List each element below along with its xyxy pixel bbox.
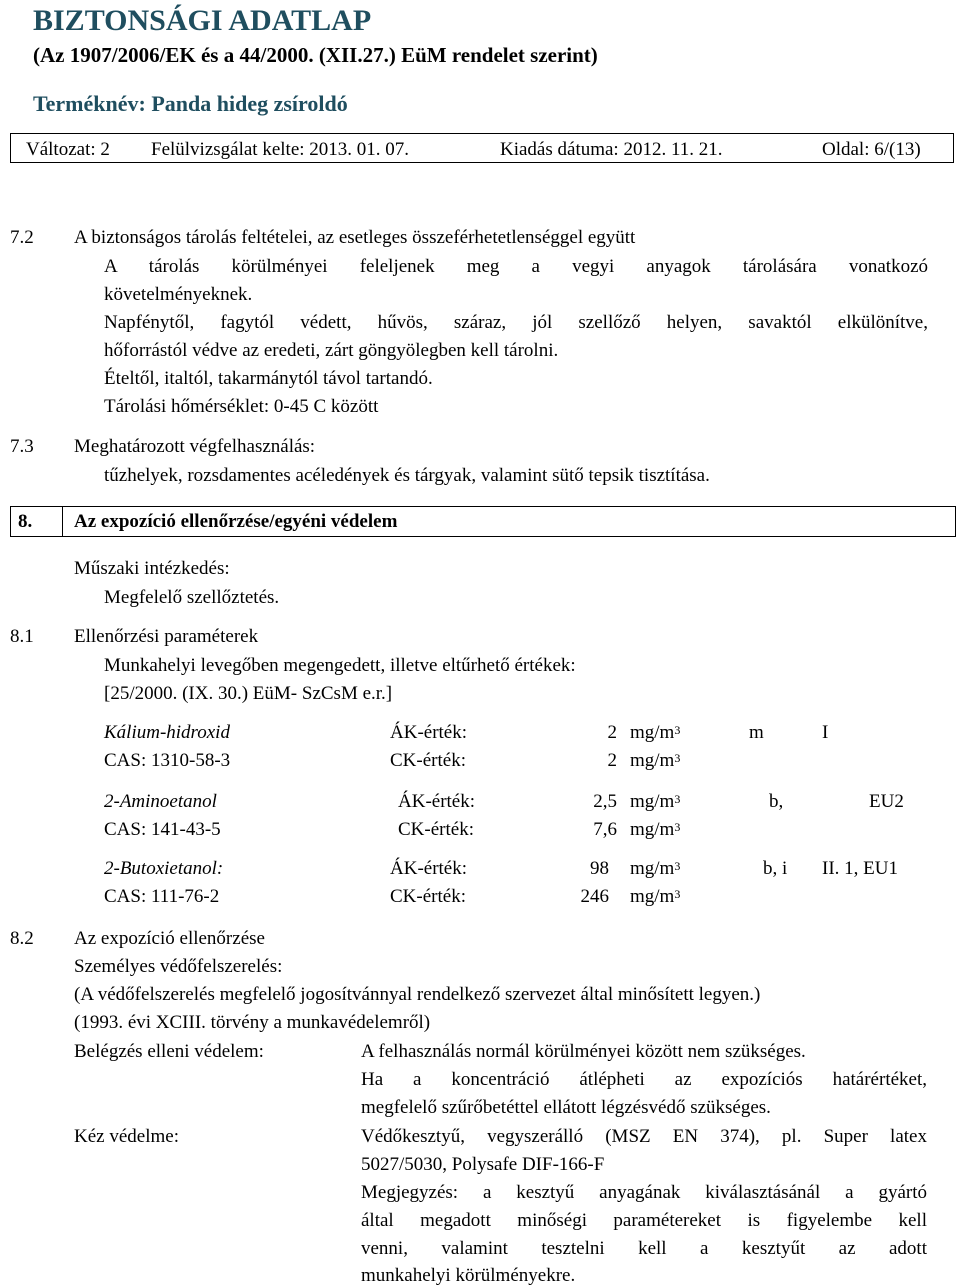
hand-protection-label: Kéz védelme: <box>74 1126 179 1147</box>
ak-value: 2 <box>607 722 617 743</box>
unit: $mg/m^3$ <box>630 791 681 812</box>
limits-intro: Munkahelyi levegőben megengedett, illetve eltűrhető értékek: <box>104 655 576 676</box>
end-use-text: tűzhelyek, rozsdamentes acéledények és tárgyak, valamint sütő tepsik tisztítása. <box>104 465 710 486</box>
ak-label: ÁK-érték: <box>398 791 476 812</box>
ak-value: 98 <box>590 858 609 879</box>
ak-value: 2,5 <box>593 791 617 812</box>
substance-name: 2-Aminoetanol <box>104 791 217 812</box>
respiratory-label: Belégzés elleni védelem: <box>74 1041 264 1062</box>
hand-protection-text: munkahelyi körülményekre. <box>361 1265 576 1286</box>
page-number: Oldal: 6/(13) <box>822 139 921 160</box>
storage-temperature: Tárolási hőmérséklet: 0-45 C között <box>104 396 379 417</box>
hand-protection-text: Védőkesztyű, vegyszerálló (MSZ EN 374), pl. Super latex <box>361 1126 927 1147</box>
ck-value: 246 <box>580 886 609 907</box>
storage-text: Ételtől, italtól, takarmánytól távol tartandó. <box>104 368 433 389</box>
cas-number: CAS: 1310-58-3 <box>104 750 231 771</box>
section-number: 7.3 <box>10 436 34 457</box>
note-code: b, i <box>763 858 788 879</box>
note-code: b, <box>769 791 784 812</box>
document-title: BIZTONSÁGI ADATLAP <box>33 4 372 37</box>
ck-label: CK-érték: <box>390 750 466 771</box>
hand-protection-text: Megjegyzés: a kesztyű anyagának kiválasztásánál a gyártó <box>361 1182 927 1203</box>
version: Változat: 2 <box>26 139 110 160</box>
issue-date: Kiadás dátuma: 2012. 11. 21. <box>500 139 723 160</box>
section-heading: Az expozíció ellenőrzése/egyéni védelem <box>74 511 398 532</box>
substance-name: 2-Butoxietanol: <box>104 858 224 879</box>
ppe-note: (A védőfelszerelés megfelelő jogosítvánnyal rendelkező szervezet által minősített legyen.) <box>74 984 761 1005</box>
note-code: m <box>749 722 764 743</box>
section-heading: Az expozíció ellenőrzése <box>74 928 265 949</box>
ak-label: ÁK-érték: <box>390 722 468 743</box>
storage-text: hőforrástól védve az eredeti, zárt göngyölegben kell tárolni. <box>104 340 559 361</box>
ck-label: CK-érték: <box>390 886 466 907</box>
respiratory-text: megfelelő szűrőbetéttel ellátott légzésvédő szükséges. <box>361 1097 771 1118</box>
storage-text: Napfénytől, fagytól védett, hűvös, száraz, jól szellőző helyen, savaktól elkülönítve, <box>104 312 928 333</box>
unit: $mg/m^3$ <box>630 750 681 771</box>
note-code: EU2 <box>869 791 904 812</box>
limits-reference: [25/2000. (IX. 30.) EüM- SzCsM e.r.] <box>104 683 393 704</box>
hand-protection-text: 5027/5030, Polysafe DIF-166-F <box>361 1154 605 1175</box>
ak-label: ÁK-érték: <box>390 858 468 879</box>
hand-protection-text: által megadott minőségi paramétereket is figyelembe kell <box>361 1210 927 1231</box>
law-reference: (1993. évi XCIII. törvény a munkavédelemről) <box>74 1012 431 1033</box>
section-heading: Ellenőrzési paraméterek <box>74 626 259 647</box>
substance-name: Kálium-hidroxid <box>104 722 230 743</box>
technical-measures-text: Megfelelő szellőztetés. <box>104 587 280 608</box>
product-name: Terméknév: Panda hideg zsíroldó <box>33 91 348 116</box>
cas-number: CAS: 111-76-2 <box>104 886 220 907</box>
technical-measures-label: Műszaki intézkedés: <box>74 558 230 579</box>
respiratory-text: Ha a koncentráció átlépheti az expozíciós határértéket, <box>361 1069 927 1090</box>
unit: $mg/m^3$ <box>630 722 681 743</box>
review-date: Felülvizsgálat kelte: 2013. 01. 07. <box>151 139 410 160</box>
section-number: 8. <box>18 511 33 532</box>
note-code: I <box>822 722 829 743</box>
storage-text: A tárolás körülményei feleljenek meg a vegyi anyagok tárolására vonatkozó <box>104 256 928 277</box>
respiratory-text: A felhasználás normál körülményei között nem szükséges. <box>361 1041 806 1062</box>
ck-value: 2 <box>607 750 617 771</box>
ck-value: 7,6 <box>593 819 617 840</box>
unit: $mg/m^3$ <box>630 819 681 840</box>
section-number: 8.2 <box>10 928 34 949</box>
section-number: 8.1 <box>10 626 34 647</box>
unit: $mg/m^3$ <box>630 858 681 879</box>
storage-text: követelményeknek. <box>104 284 253 305</box>
note-code: II. 1, EU1 <box>822 858 898 879</box>
section-number: 7.2 <box>10 227 34 248</box>
section-heading: A biztonságos tárolás feltételei, az esetleges összeférhetetlenséggel együtt <box>74 227 636 248</box>
section-heading: Meghatározott végfelhasználás: <box>74 436 316 457</box>
unit: $mg/m^3$ <box>630 886 681 907</box>
regulation-subtitle: (Az 1907/2006/EK és a 44/2000. (XII.27.) EüM rendelet szerint) <box>33 43 598 67</box>
cas-number: CAS: 141-43-5 <box>104 819 221 840</box>
hand-protection-text: venni, valamint tesztelni kell a kesztyűt az adott <box>361 1238 927 1259</box>
ck-label: CK-érték: <box>398 819 474 840</box>
ppe-label: Személyes védőfelszerelés: <box>74 956 283 977</box>
